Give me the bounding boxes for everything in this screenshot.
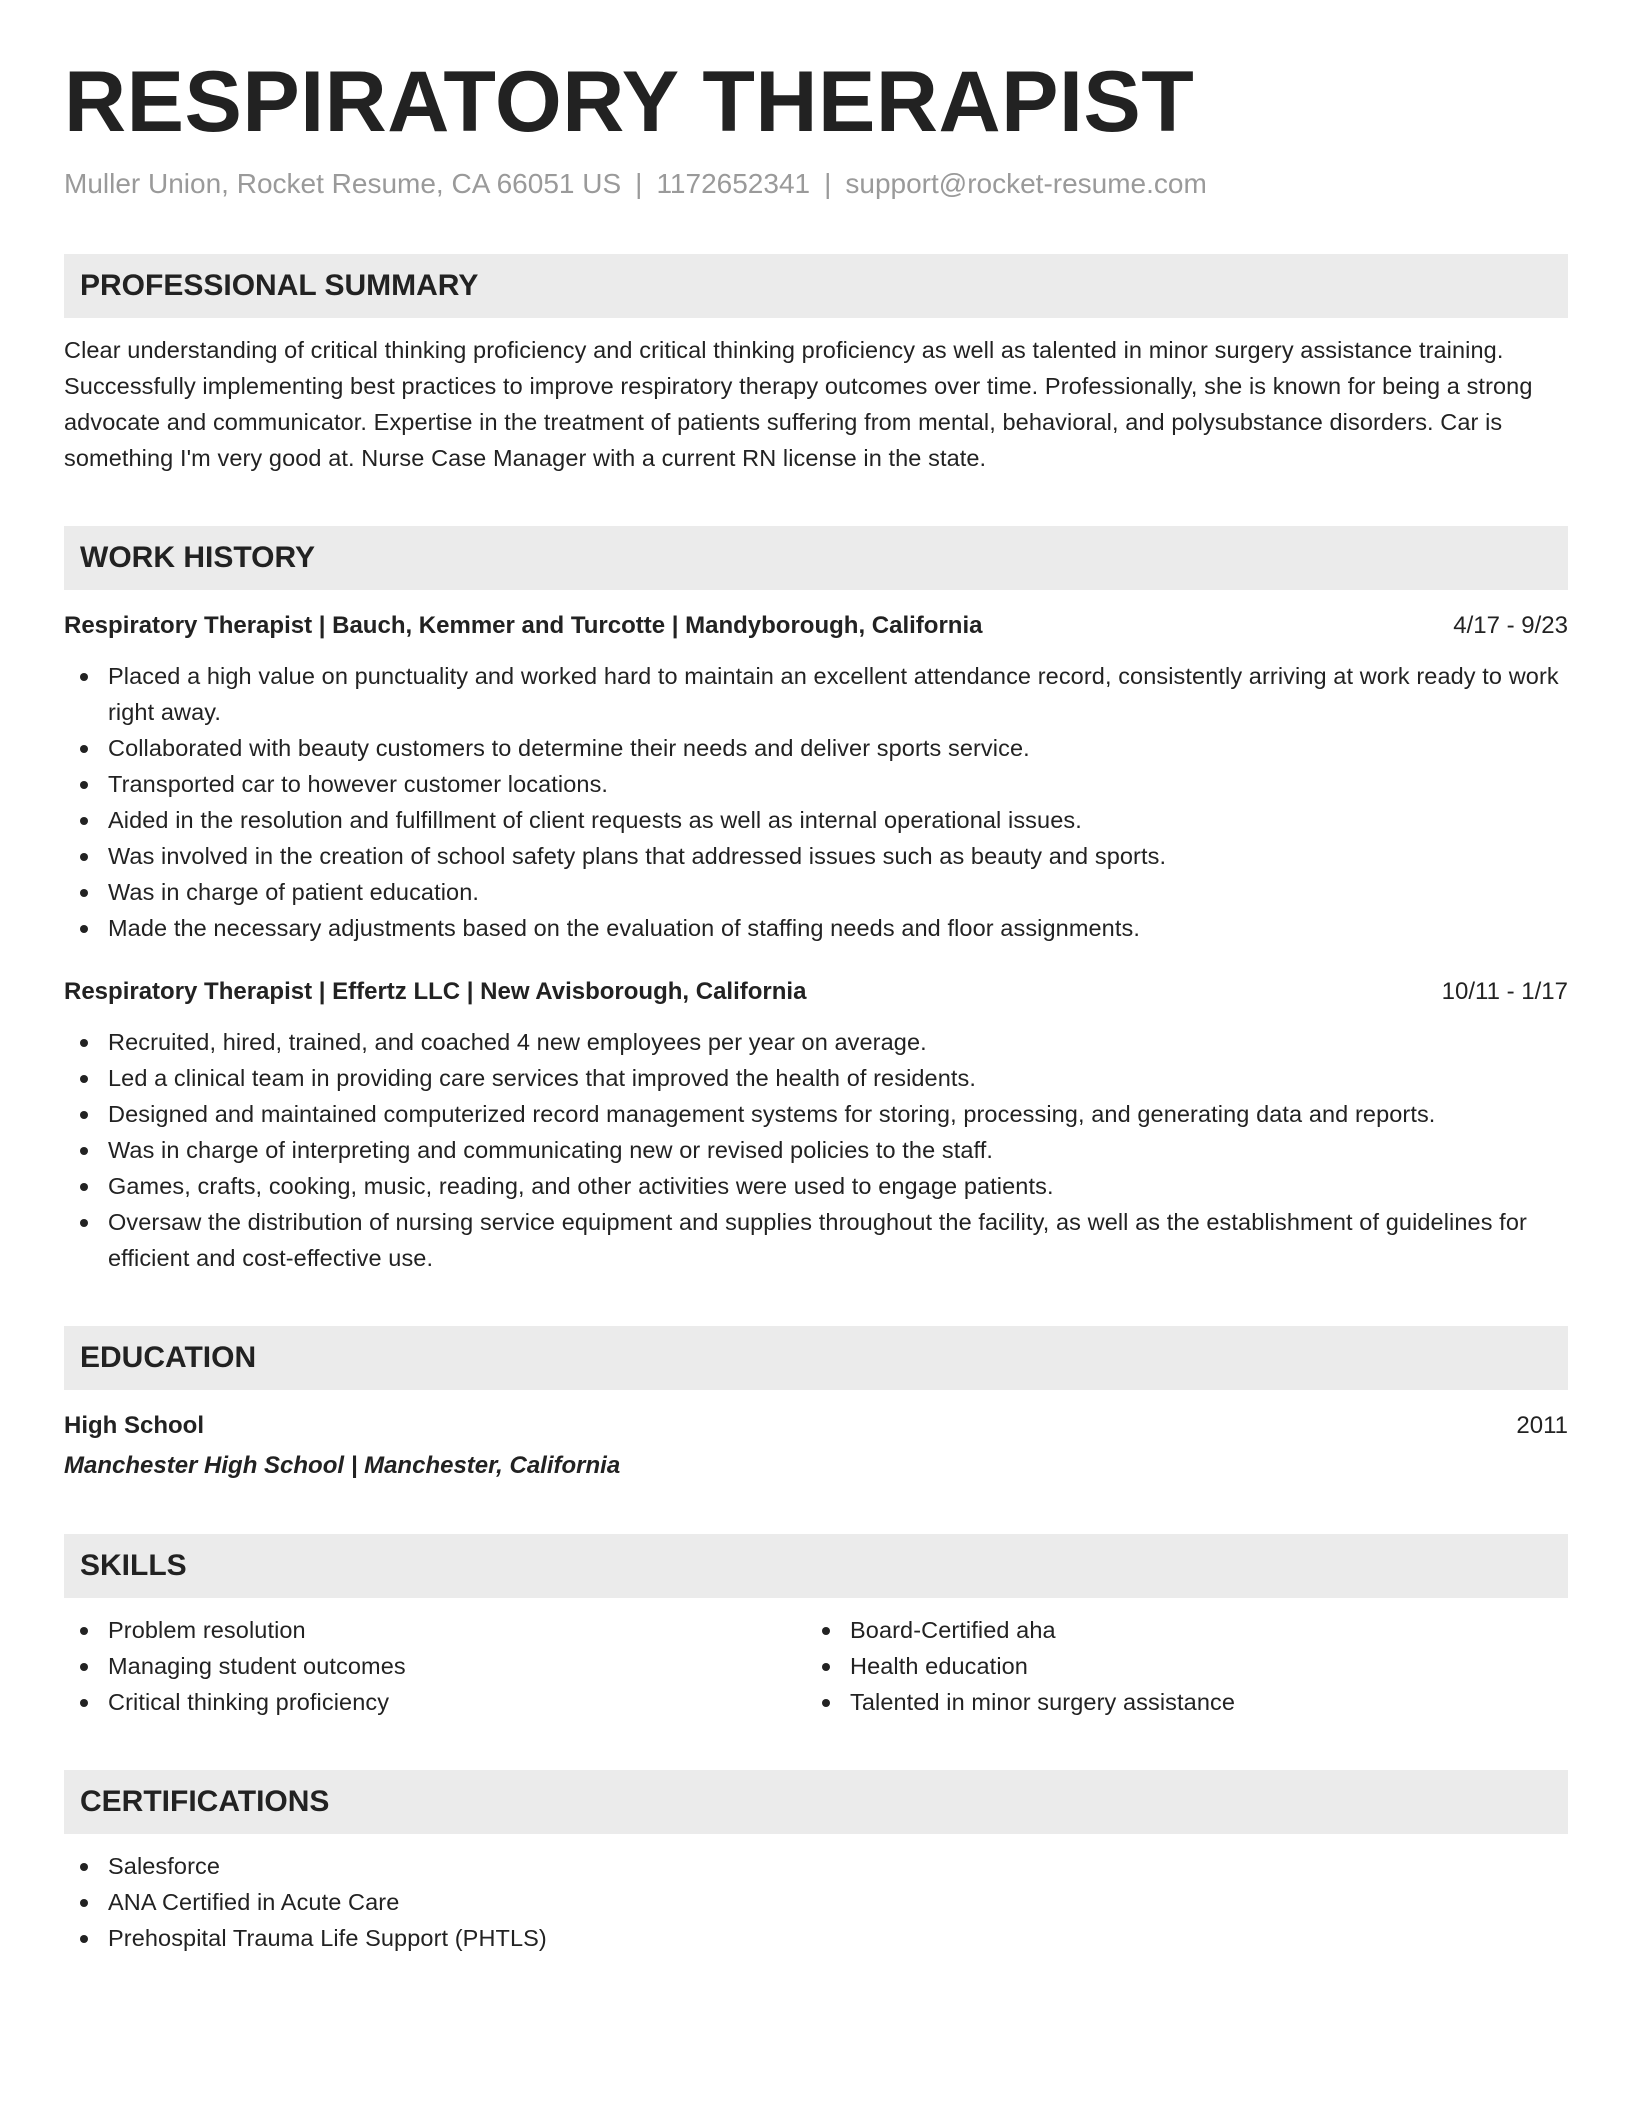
- job-header: [64, 974, 1568, 1010]
- job-bullets: [64, 1024, 1568, 1276]
- list-item: Critical thinking proficiency: [64, 1684, 806, 1720]
- resume-name: RESPIRATORY THERAPIST: [64, 54, 1195, 150]
- list-item: Placed a high value on punctuality and worked hard to maintain an excellent attendance record, consistently arriving at work ready to work right away.: [64, 658, 1568, 730]
- list-item: Was in charge of patient education.: [64, 874, 1568, 910]
- list-item: Oversaw the distribution of nursing service equipment and supplies throughout the facility, as well as the establishment of guidelines for efficient and cost-effective use.: [64, 1204, 1568, 1276]
- contact-phone: 1172652341: [656, 168, 811, 199]
- education-header: [64, 1408, 1568, 1444]
- certifications-list: [64, 1848, 1568, 1956]
- contact-address: Muller Union, Rocket Resume, CA 66051 US: [64, 168, 622, 199]
- summary-text: Clear understanding of critical thinking proficiency and critical thinking proficiency as well as talented in minor surgery assistance training. Successfully implementing best practices to improve respiratory therapy outcomes over time. Professionally, she is known for being a strong advocate and communicator. Expertise in the treatment of patients suffering from mental, behavioral, and polysubstance disorders. Car is something I'm very good at. Nurse Case Manager with a current RN license in the state.: [64, 337, 1533, 471]
- list-item: Designed and maintained computerized record management systems for storing, processing, and generating data and reports.: [64, 1096, 1568, 1132]
- list-item: Led a clinical team in providing care services that improved the health of residents.: [64, 1060, 1568, 1096]
- contact-line: [64, 166, 1568, 202]
- section-header-work-history: WORK HISTORY: [64, 526, 1568, 590]
- list-item: Board-Certified aha: [806, 1612, 1548, 1648]
- contact-separator: |: [635, 168, 643, 199]
- skills-column-left: [64, 1612, 806, 1720]
- list-item: Prehospital Trauma Life Support (PHTLS): [64, 1920, 1568, 1956]
- list-item: Was in charge of interpreting and communicating new or revised policies to the staff.: [64, 1132, 1568, 1168]
- contact-separator: |: [824, 168, 832, 199]
- job-title: Respiratory Therapist | Effertz LLC | New Avisborough, California: [64, 978, 807, 1005]
- list-item: Health education: [806, 1648, 1548, 1684]
- education-year: 2011: [1516, 1412, 1568, 1439]
- list-item: Aided in the resolution and fulfillment of client requests as well as internal operational issues.: [64, 802, 1568, 838]
- section-header-certifications: CERTIFICATIONS: [64, 1770, 1568, 1834]
- list-item: Salesforce: [64, 1848, 1568, 1884]
- section-header-education: EDUCATION: [64, 1326, 1568, 1390]
- job-dates: 4/17 - 9/23: [1453, 612, 1568, 639]
- list-item: Collaborated with beauty customers to determine their needs and deliver sports service.: [64, 730, 1568, 766]
- list-item: ANA Certified in Acute Care: [64, 1884, 1568, 1920]
- list-item: Recruited, hired, trained, and coached 4 new employees per year on average.: [64, 1024, 1568, 1060]
- list-item: Problem resolution: [64, 1612, 806, 1648]
- job-title: Respiratory Therapist | Bauch, Kemmer and Turcotte | Mandyborough, California: [64, 612, 983, 639]
- list-item: Transported car to however customer locations.: [64, 766, 1568, 802]
- list-item: Talented in minor surgery assistance: [806, 1684, 1548, 1720]
- section-header-skills: SKILLS: [64, 1534, 1568, 1598]
- skills-column-right: [806, 1612, 1548, 1720]
- list-item: Games, crafts, cooking, music, reading, and other activities were used to engage patients.: [64, 1168, 1568, 1204]
- education-degree: High School: [64, 1412, 204, 1439]
- contact-email: support@rocket-resume.com: [845, 168, 1207, 199]
- list-item: Managing student outcomes: [64, 1648, 806, 1684]
- job-header: [64, 608, 1568, 644]
- section-header-summary: PROFESSIONAL SUMMARY: [64, 254, 1568, 318]
- education-school: Manchester High School | Manchester, California: [64, 1452, 621, 1479]
- job-dates: 10/11 - 1/17: [1441, 978, 1568, 1005]
- resume-page: [64, 52, 1568, 1956]
- job-bullets: [64, 658, 1568, 946]
- list-item: Was involved in the creation of school safety plans that addressed issues such as beauty and sports.: [64, 838, 1568, 874]
- skills-columns: [64, 1612, 1568, 1720]
- list-item: Made the necessary adjustments based on the evaluation of staffing needs and floor assignments.: [64, 910, 1568, 946]
